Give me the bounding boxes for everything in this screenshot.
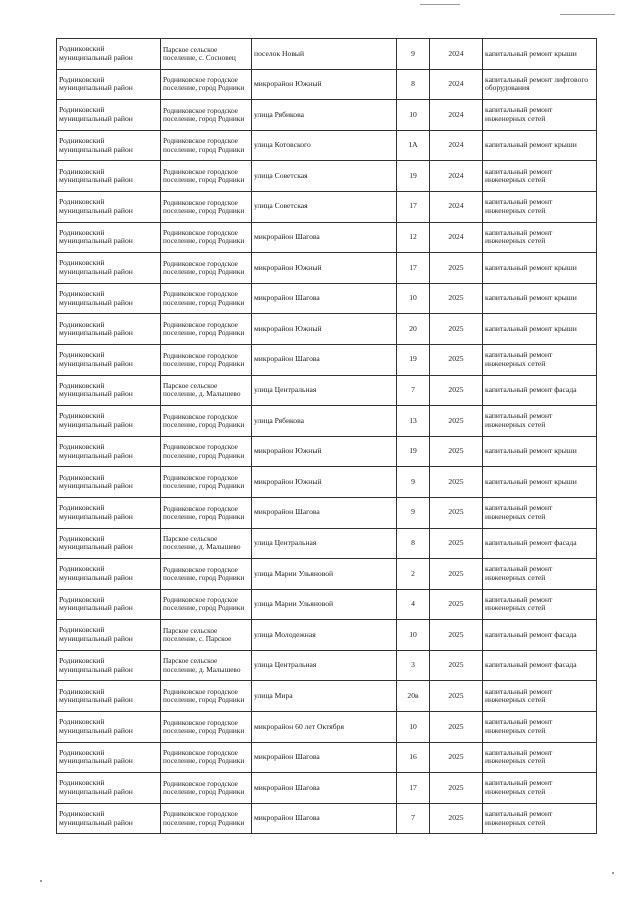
settlement-cell: Родниковское городское поселение, город Родники bbox=[161, 161, 252, 192]
street-cell: улица Центральная bbox=[252, 650, 397, 681]
house-number-cell: 9 bbox=[397, 497, 430, 528]
work-type-cell: капитальный ремонт крыши bbox=[483, 39, 597, 70]
street-cell: микрорайон Южный bbox=[252, 314, 397, 345]
house-number-cell: 20 bbox=[397, 314, 430, 345]
settlement-cell: Парское сельское поселение, д. Малышево bbox=[161, 650, 252, 681]
table-row bbox=[57, 375, 597, 406]
house-number-cell: 9 bbox=[397, 39, 430, 70]
year-cell: 2025 bbox=[430, 314, 483, 345]
work-type-cell: капитальный ремонт фасада bbox=[483, 650, 597, 681]
work-type-cell: капитальный ремонт фасада bbox=[483, 620, 597, 651]
table-row bbox=[57, 467, 597, 498]
year-cell: 2024 bbox=[430, 100, 483, 131]
district-cell: Родниковский муниципальный район bbox=[57, 436, 161, 467]
table-row bbox=[57, 222, 597, 253]
house-number-cell: 3 bbox=[397, 650, 430, 681]
street-cell: микрорайон Шагова bbox=[252, 222, 397, 253]
house-number-cell: 1А bbox=[397, 130, 430, 161]
settlement-cell: Родниковское городское поселение, город Родники bbox=[161, 191, 252, 222]
scan-speck bbox=[40, 880, 42, 882]
year-cell: 2025 bbox=[430, 589, 483, 620]
table-row bbox=[57, 528, 597, 559]
table-row bbox=[57, 436, 597, 467]
settlement-cell: Родниковское городское поселение, город Родники bbox=[161, 406, 252, 437]
scan-artifact-line bbox=[420, 4, 460, 5]
work-type-cell: капитальный ремонт инженерных сетей bbox=[483, 344, 597, 375]
settlement-cell: Родниковское городское поселение, город Родники bbox=[161, 497, 252, 528]
work-type-cell: капитальный ремонт фасада bbox=[483, 375, 597, 406]
district-cell: Родниковский муниципальный район bbox=[57, 589, 161, 620]
settlement-cell: Родниковское городское поселение, город Родники bbox=[161, 559, 252, 590]
table-body bbox=[57, 39, 597, 834]
house-number-cell: 9 bbox=[397, 467, 430, 498]
work-type-cell: капитальный ремонт инженерных сетей bbox=[483, 773, 597, 804]
work-type-cell: капитальный ремонт инженерных сетей bbox=[483, 222, 597, 253]
street-cell: микрорайон Шагова bbox=[252, 283, 397, 314]
settlement-cell: Родниковское городское поселение, город Родники bbox=[161, 467, 252, 498]
house-number-cell: 10 bbox=[397, 712, 430, 743]
table-row bbox=[57, 100, 597, 131]
street-cell: улица Центральная bbox=[252, 528, 397, 559]
district-cell: Родниковский муниципальный район bbox=[57, 742, 161, 773]
street-cell: микрорайон Южный bbox=[252, 253, 397, 284]
street-cell: улица Мира bbox=[252, 681, 397, 712]
house-number-cell: 19 bbox=[397, 344, 430, 375]
district-cell: Родниковский муниципальный район bbox=[57, 161, 161, 192]
district-cell: Родниковский муниципальный район bbox=[57, 69, 161, 100]
table-row bbox=[57, 559, 597, 590]
district-cell: Родниковский муниципальный район bbox=[57, 803, 161, 834]
house-number-cell: 10 bbox=[397, 620, 430, 651]
work-type-cell: капитальный ремонт инженерных сетей bbox=[483, 559, 597, 590]
street-cell: улица Советская bbox=[252, 191, 397, 222]
year-cell: 2025 bbox=[430, 742, 483, 773]
work-type-cell: капитальный ремонт инженерных сетей bbox=[483, 712, 597, 743]
table-row bbox=[57, 161, 597, 192]
work-type-cell: капитальный ремонт инженерных сетей bbox=[483, 742, 597, 773]
street-cell: улица Рябикова bbox=[252, 406, 397, 437]
work-type-cell: капитальный ремонт инженерных сетей bbox=[483, 191, 597, 222]
house-number-cell: 17 bbox=[397, 191, 430, 222]
district-cell: Родниковский муниципальный район bbox=[57, 314, 161, 345]
district-cell: Родниковский муниципальный район bbox=[57, 559, 161, 590]
repair-schedule-table bbox=[56, 38, 597, 834]
year-cell: 2025 bbox=[430, 528, 483, 559]
work-type-cell: капитальный ремонт инженерных сетей bbox=[483, 803, 597, 834]
work-type-cell: капитальный ремонт крыши bbox=[483, 436, 597, 467]
house-number-cell: 7 bbox=[397, 803, 430, 834]
table-row bbox=[57, 344, 597, 375]
settlement-cell: Родниковское городское поселение, город Родники bbox=[161, 344, 252, 375]
settlement-cell: Родниковское городское поселение, город Родники bbox=[161, 100, 252, 131]
settlement-cell: Родниковское городское поселение, город Родники bbox=[161, 589, 252, 620]
work-type-cell: капитальный ремонт инженерных сетей bbox=[483, 497, 597, 528]
year-cell: 2025 bbox=[430, 283, 483, 314]
year-cell: 2025 bbox=[430, 467, 483, 498]
district-cell: Родниковский муниципальный район bbox=[57, 467, 161, 498]
district-cell: Родниковский муниципальный район bbox=[57, 100, 161, 131]
settlement-cell: Родниковское городское поселение, город Родники bbox=[161, 712, 252, 743]
settlement-cell: Родниковское городское поселение, город Родники bbox=[161, 742, 252, 773]
street-cell: микрорайон Шагова bbox=[252, 497, 397, 528]
street-cell: улица Марии Ульяновой bbox=[252, 559, 397, 590]
year-cell: 2025 bbox=[430, 712, 483, 743]
work-type-cell: капитальный ремонт инженерных сетей bbox=[483, 406, 597, 437]
work-type-cell: капитальный ремонт крыши bbox=[483, 467, 597, 498]
table-row bbox=[57, 130, 597, 161]
year-cell: 2025 bbox=[430, 620, 483, 651]
settlement-cell: Парское сельское поселение, с. Сосновец bbox=[161, 39, 252, 70]
year-cell: 2025 bbox=[430, 559, 483, 590]
table-row bbox=[57, 191, 597, 222]
street-cell: улица Центральная bbox=[252, 375, 397, 406]
district-cell: Родниковский муниципальный район bbox=[57, 344, 161, 375]
work-type-cell: капитальный ремонт крыши bbox=[483, 130, 597, 161]
house-number-cell: 10 bbox=[397, 100, 430, 131]
street-cell: микрорайон Шагова bbox=[252, 803, 397, 834]
street-cell: улица Рябикова bbox=[252, 100, 397, 131]
year-cell: 2024 bbox=[430, 39, 483, 70]
house-number-cell: 12 bbox=[397, 222, 430, 253]
year-cell: 2024 bbox=[430, 222, 483, 253]
street-cell: микрорайон Шагова bbox=[252, 742, 397, 773]
settlement-cell: Родниковское городское поселение, город Родники bbox=[161, 436, 252, 467]
district-cell: Родниковский муниципальный район bbox=[57, 375, 161, 406]
year-cell: 2025 bbox=[430, 803, 483, 834]
street-cell: микрорайон 60 лет Октября bbox=[252, 712, 397, 743]
district-cell: Родниковский муниципальный район bbox=[57, 620, 161, 651]
scan-speck bbox=[612, 872, 614, 874]
district-cell: Родниковский муниципальный район bbox=[57, 497, 161, 528]
district-cell: Родниковский муниципальный район bbox=[57, 39, 161, 70]
settlement-cell: Родниковское городское поселение, город Родники bbox=[161, 283, 252, 314]
year-cell: 2024 bbox=[430, 69, 483, 100]
house-number-cell: 17 bbox=[397, 773, 430, 804]
work-type-cell: капитальный ремонт инженерных сетей bbox=[483, 100, 597, 131]
year-cell: 2025 bbox=[430, 406, 483, 437]
street-cell: микрорайон Шагова bbox=[252, 344, 397, 375]
house-number-cell: 17 bbox=[397, 253, 430, 284]
district-cell: Родниковский муниципальный район bbox=[57, 222, 161, 253]
settlement-cell: Родниковское городское поселение, город Родники bbox=[161, 681, 252, 712]
district-cell: Родниковский муниципальный район bbox=[57, 283, 161, 314]
settlement-cell: Родниковское городское поселение, город Родники bbox=[161, 130, 252, 161]
year-cell: 2024 bbox=[430, 161, 483, 192]
district-cell: Родниковский муниципальный район bbox=[57, 406, 161, 437]
year-cell: 2025 bbox=[430, 650, 483, 681]
settlement-cell: Парское сельское поселение, д. Малышево bbox=[161, 375, 252, 406]
table-row bbox=[57, 589, 597, 620]
settlement-cell: Парское сельское поселение, д. Малышево bbox=[161, 528, 252, 559]
settlement-cell: Родниковское городское поселение, город Родники bbox=[161, 69, 252, 100]
district-cell: Родниковский муниципальный район bbox=[57, 681, 161, 712]
year-cell: 2025 bbox=[430, 497, 483, 528]
table-row bbox=[57, 283, 597, 314]
settlement-cell: Родниковское городское поселение, город Родники bbox=[161, 803, 252, 834]
house-number-cell: 4 bbox=[397, 589, 430, 620]
district-cell: Родниковский муниципальный район bbox=[57, 650, 161, 681]
district-cell: Родниковский муниципальный район bbox=[57, 528, 161, 559]
house-number-cell: 16 bbox=[397, 742, 430, 773]
district-cell: Родниковский муниципальный район bbox=[57, 191, 161, 222]
street-cell: поселок Новый bbox=[252, 39, 397, 70]
house-number-cell: 13 bbox=[397, 406, 430, 437]
house-number-cell: 8 bbox=[397, 69, 430, 100]
table-row bbox=[57, 712, 597, 743]
district-cell: Родниковский муниципальный район bbox=[57, 773, 161, 804]
street-cell: микрорайон Шагова bbox=[252, 773, 397, 804]
work-type-cell: капитальный ремонт инженерных сетей bbox=[483, 161, 597, 192]
table-row bbox=[57, 742, 597, 773]
table-row bbox=[57, 620, 597, 651]
street-cell: микрорайон Южный bbox=[252, 69, 397, 100]
year-cell: 2025 bbox=[430, 375, 483, 406]
settlement-cell: Парское сельское поселение, с. Парское bbox=[161, 620, 252, 651]
year-cell: 2024 bbox=[430, 130, 483, 161]
street-cell: улица Котовского bbox=[252, 130, 397, 161]
house-number-cell: 8 bbox=[397, 528, 430, 559]
settlement-cell: Родниковское городское поселение, город Родники bbox=[161, 314, 252, 345]
work-type-cell: капитальный ремонт инженерных сетей bbox=[483, 589, 597, 620]
year-cell: 2024 bbox=[430, 191, 483, 222]
table-row bbox=[57, 803, 597, 834]
year-cell: 2025 bbox=[430, 773, 483, 804]
scan-artifact-line bbox=[560, 14, 615, 15]
year-cell: 2025 bbox=[430, 681, 483, 712]
house-number-cell: 19 bbox=[397, 436, 430, 467]
district-cell: Родниковский муниципальный район bbox=[57, 712, 161, 743]
district-cell: Родниковский муниципальный район bbox=[57, 130, 161, 161]
work-type-cell: капитальный ремонт крыши bbox=[483, 314, 597, 345]
year-cell: 2025 bbox=[430, 436, 483, 467]
work-type-cell: капитальный ремонт крыши bbox=[483, 253, 597, 284]
work-type-cell: капитальный ремонт лифтового оборудования bbox=[483, 69, 597, 100]
work-type-cell: капитальный ремонт инженерных сетей bbox=[483, 681, 597, 712]
table-row bbox=[57, 314, 597, 345]
settlement-cell: Родниковское городское поселение, город Родники bbox=[161, 773, 252, 804]
work-type-cell: капитальный ремонт фасада bbox=[483, 528, 597, 559]
settlement-cell: Родниковское городское поселение, город Родники bbox=[161, 222, 252, 253]
work-type-cell: капитальный ремонт крыши bbox=[483, 283, 597, 314]
street-cell: улица Молодежная bbox=[252, 620, 397, 651]
house-number-cell: 2 bbox=[397, 559, 430, 590]
street-cell: микрорайон Южный bbox=[252, 467, 397, 498]
street-cell: улица Марии Ульяновой bbox=[252, 589, 397, 620]
year-cell: 2025 bbox=[430, 253, 483, 284]
table-row bbox=[57, 497, 597, 528]
settlement-cell: Родниковское городское поселение, город Родники bbox=[161, 253, 252, 284]
table-row bbox=[57, 773, 597, 804]
table-row bbox=[57, 681, 597, 712]
street-cell: улица Советская bbox=[252, 161, 397, 192]
house-number-cell: 7 bbox=[397, 375, 430, 406]
street-cell: микрорайон Южный bbox=[252, 436, 397, 467]
district-cell: Родниковский муниципальный район bbox=[57, 253, 161, 284]
year-cell: 2025 bbox=[430, 344, 483, 375]
house-number-cell: 19 bbox=[397, 161, 430, 192]
table-row bbox=[57, 253, 597, 284]
table-row bbox=[57, 69, 597, 100]
table-row bbox=[57, 406, 597, 437]
house-number-cell: 10 bbox=[397, 283, 430, 314]
house-number-cell: 20в bbox=[397, 681, 430, 712]
table-row bbox=[57, 650, 597, 681]
table-row bbox=[57, 39, 597, 70]
